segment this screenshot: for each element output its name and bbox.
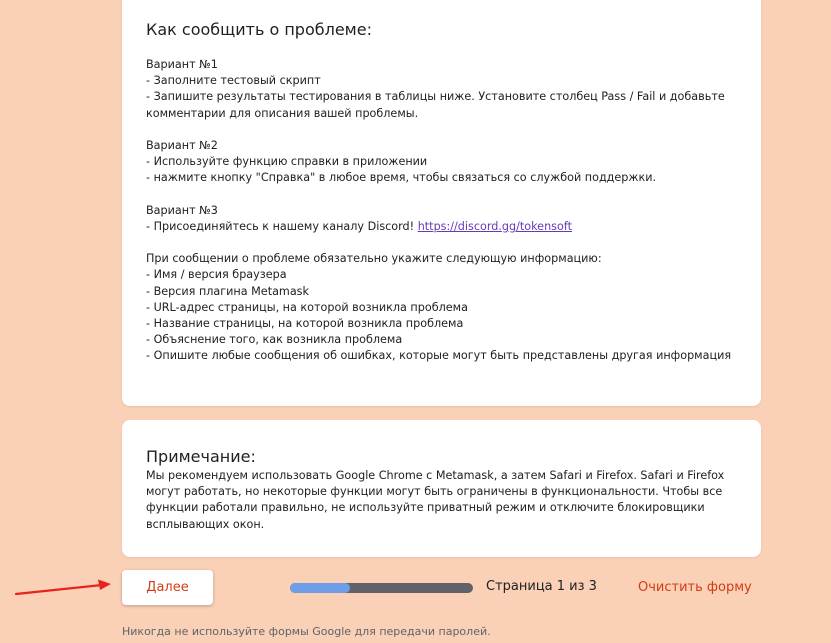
progress-fill: [290, 583, 350, 593]
info-item: - Объяснение того, как возникла проблема: [146, 333, 403, 347]
note-card: [122, 420, 761, 557]
option2-line: - нажмите кнопку "Справка" в любое время, чтобы связаться со службой поддержки.: [146, 171, 657, 185]
next-button[interactable]: Далее: [122, 570, 213, 605]
option3-heading: Вариант №3: [146, 203, 218, 217]
info-item: - Версия плагина Metamask: [146, 284, 309, 298]
info-item: - Опишите любые сообщения об ошибках, которые могут быть представлены другая информация: [146, 349, 732, 363]
note-title: Примечание:: [146, 447, 256, 466]
option2-heading: Вариант №2: [146, 138, 218, 152]
info-intro: При сообщении о проблеме обязательно укажите следующую информацию:: [146, 252, 602, 266]
discord-link[interactable]: https://discord.gg/tokensoft: [417, 219, 572, 233]
red-arrow-right-icon: [14, 578, 114, 598]
problem-report-card: [122, 0, 761, 406]
password-warning: Никогда не используйте формы Google для передачи паролей.: [122, 625, 491, 638]
spacer: [146, 187, 743, 203]
option1-line: - Запишите результаты тестирования в таблицы ниже. Установите столбец Pass / Fail и добавьте: [146, 90, 725, 104]
option3-text: - Присоединяйтесь к нашему каналу Discord!: [146, 219, 418, 233]
progress-bar: [290, 583, 473, 593]
card-title: Как сообщить о проблеме:: [146, 20, 372, 39]
card-description: [146, 57, 743, 365]
option1-line: комментарии для описания вашей проблемы.: [146, 106, 419, 120]
info-item: - URL-адрес страницы, на которой возникла проблема: [146, 300, 468, 314]
option1-heading: Вариант №1: [146, 58, 218, 71]
clear-form-button[interactable]: Очистить форму: [638, 580, 752, 595]
info-item: - Название страницы, на которой возникла проблема: [146, 317, 464, 330]
note-text: Мы рекомендуем использовать Google Chrome с Metamask, а затем Safari и Firefox. Safari и Firefox могут работать, но некоторые функции могут быть ограничены в функциональности. Чтобы все функции работали правильно, не используйте приватный режим и отключите блокировщики всплывающих окон.: [146, 469, 725, 531]
option1-line: - Заполните тестовый скрипт: [146, 74, 321, 88]
option3-line: [146, 219, 743, 235]
spacer: [146, 122, 743, 138]
info-item: - Имя / версия браузера: [146, 268, 287, 282]
page-indicator: Страница 1 из 3: [486, 579, 597, 594]
spacer: [146, 235, 743, 251]
option2-line: - Используйте функцию справки в приложении: [146, 155, 428, 169]
